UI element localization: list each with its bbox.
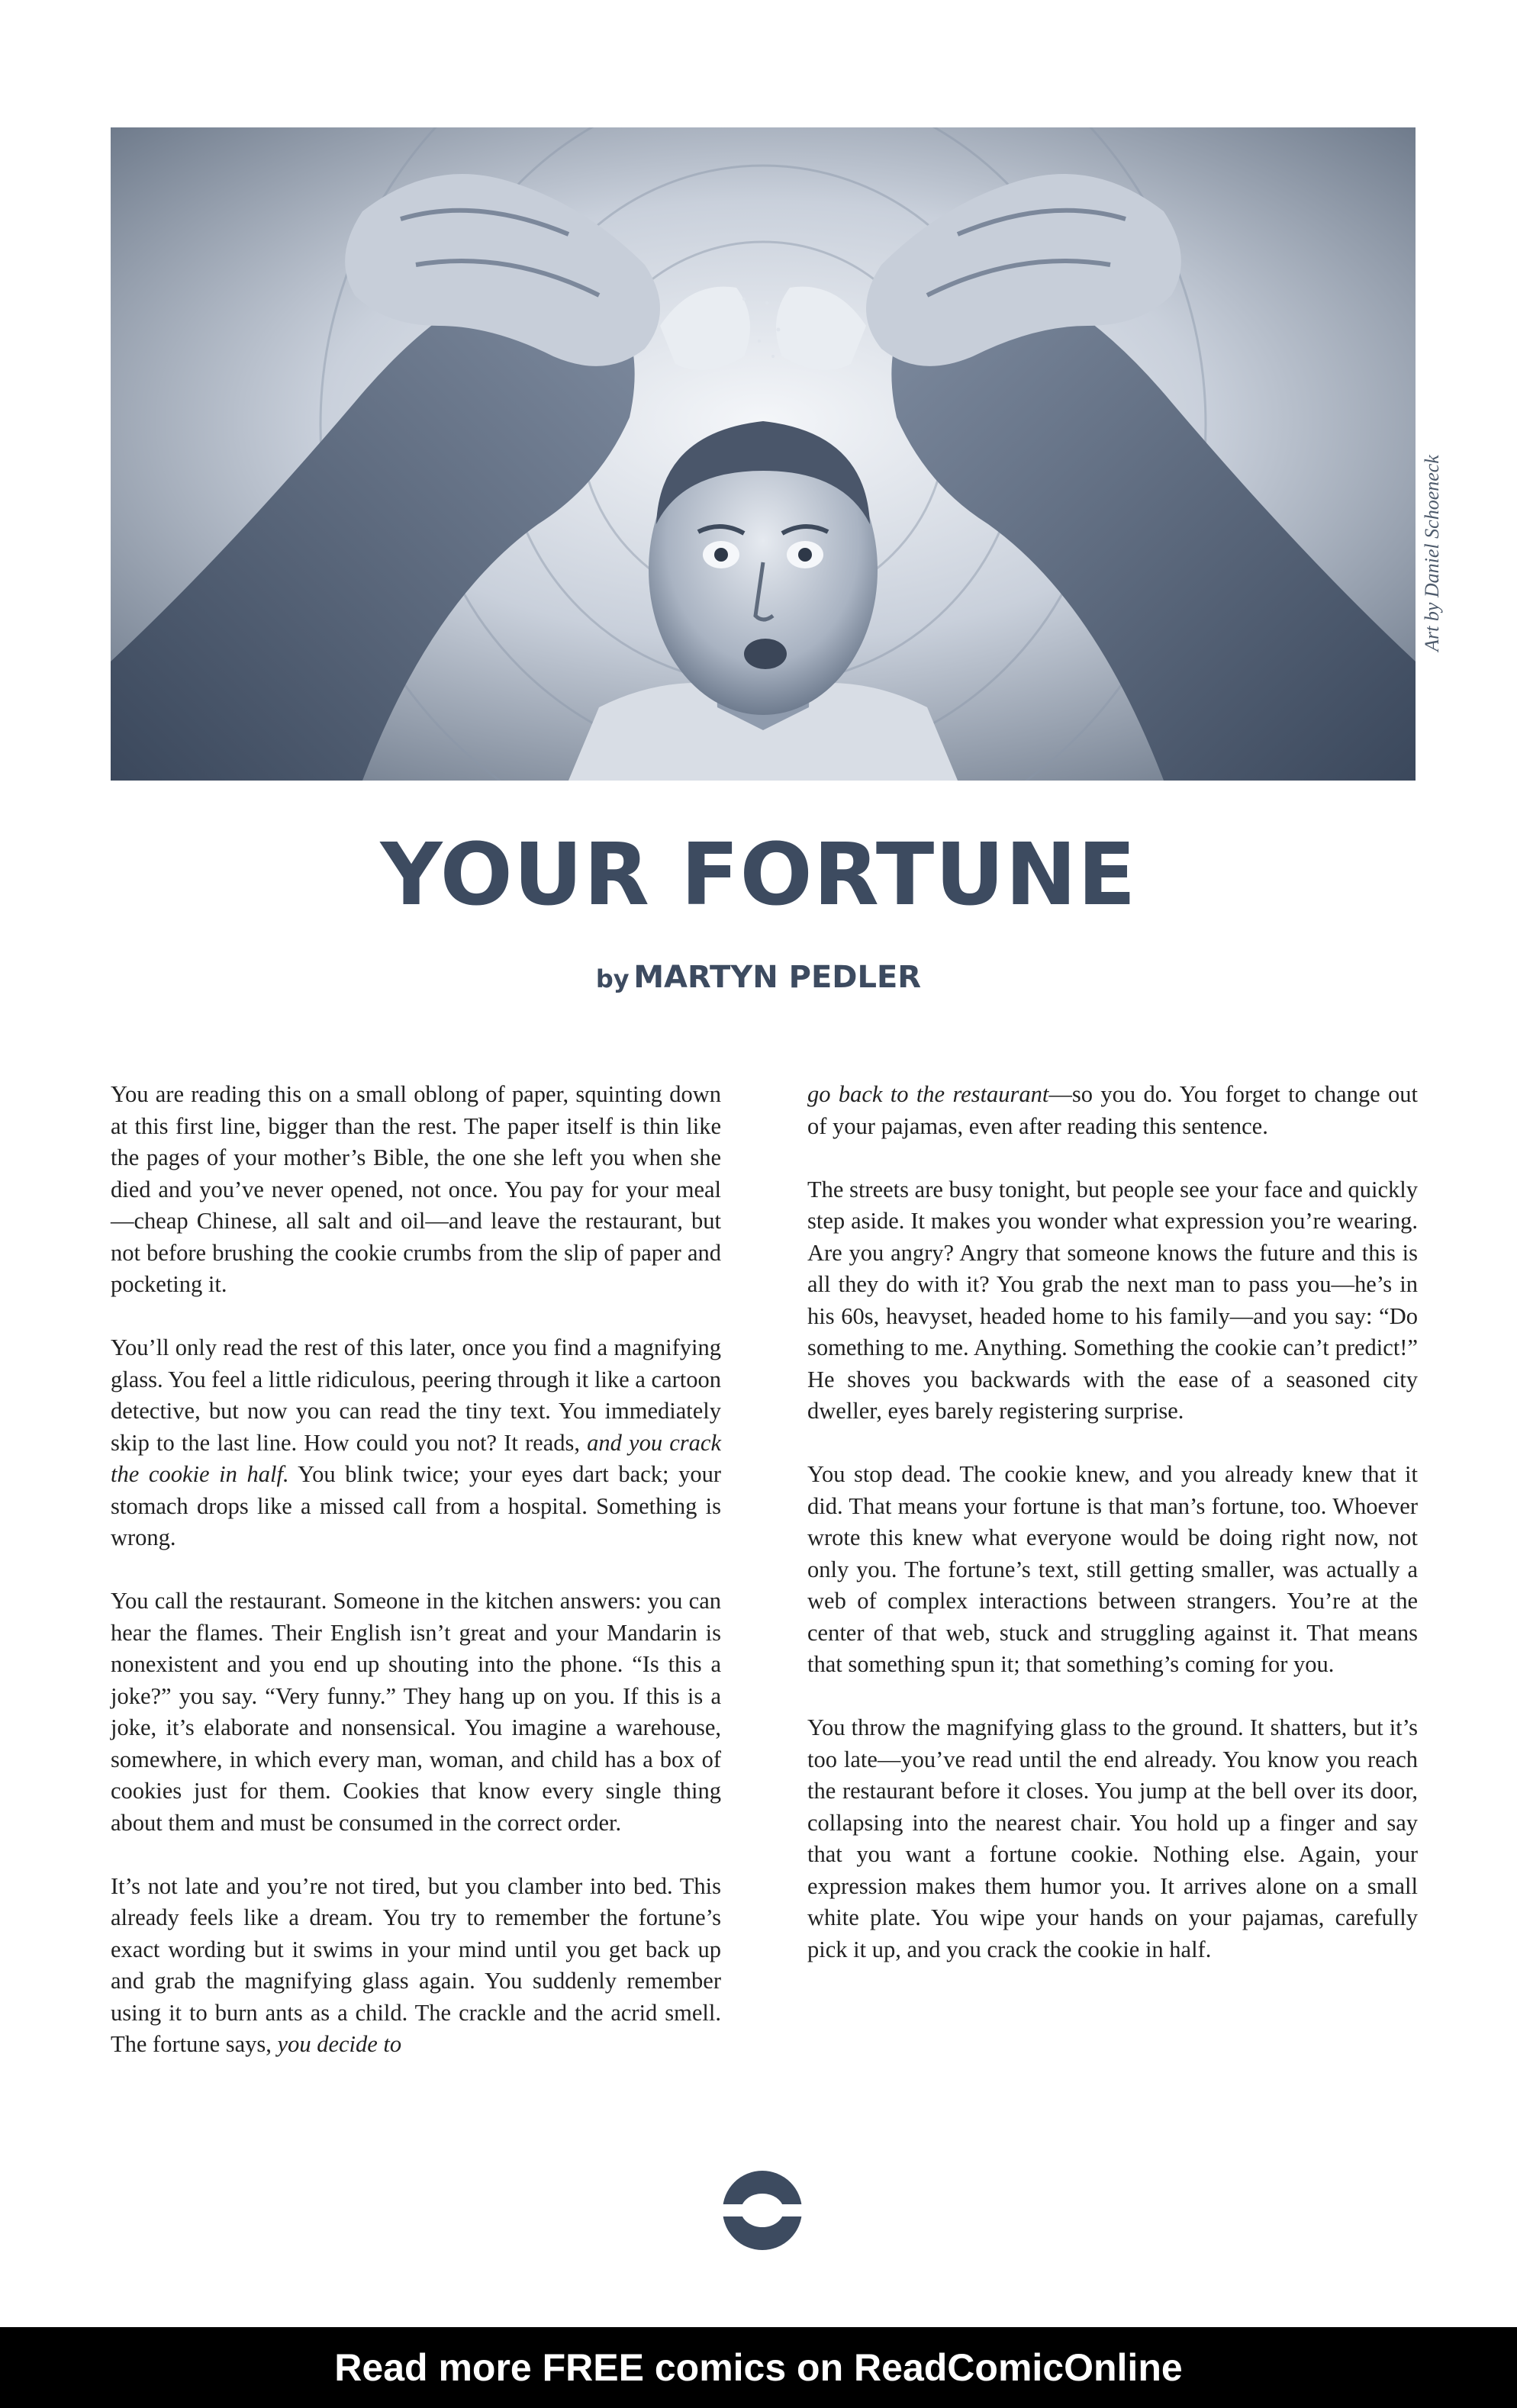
byline bbox=[0, 960, 1517, 995]
footer-banner[interactable] bbox=[0, 2327, 1517, 2408]
author-name: MARTYN PEDLER bbox=[633, 960, 922, 995]
paragraph: You throw the magnifying glass to the ground. It shatters, but it’s too late—you’ve read until the end already. You know you reach the restaurant before it closes. You jump at the bell over its door, collapsing into the nearest chair. You hold up a finger and say that you want a fortune cookie. Nothing else. Again, your expression makes them humor you. It arrives alone on a small white plate. You wipe your hands on your pajamas, carefully pick it up, and you crack the cookie in half. bbox=[807, 1714, 1418, 1962]
hero-illustration bbox=[111, 127, 1416, 781]
paragraph: The streets are busy tonight, but people see your face and quickly step aside. It makes you wonder what expression you’re wearing. Are you angry? Angry that someone knows the future and this is all they do with it? You grab the next man to pass you—he’s in his 60s, heavyset, headed home to his family—and you say: “Do something to me. Anything. Something the cookie can’t predict!” He shoves you backwards with the ease of a seasoned city dweller, eyes barely registering surprise. bbox=[807, 1176, 1418, 1424]
byline-prefix: by bbox=[595, 964, 630, 993]
publisher-logo-icon bbox=[720, 2168, 804, 2252]
paragraph: You stop dead. The cookie knew, and you already knew that it did. That means your fortune is that man’s fortune, too. Whoever wrote this knew what everyone would be doing right now, not only you. The fortune’s text, still getting smaller, was actually a web of complex interactions between strangers. You’re at the center of that web, stuck and struggling against it. That means that something spun it; that something’s coming for you. bbox=[807, 1461, 1418, 1677]
paragraph: You are reading this on a small oblong of paper, squinting down at this first line, bigger than the rest. The paper itself is thin like the pages of your mother’s Bible, the one she left you when she died and you’ve never opened, not once. You pay for your meal—cheap Chinese, all salt and oil—and leave the restaurant, but not before brushing the cookie crumbs from the slip of paper and pocketing it. bbox=[111, 1081, 721, 1297]
footer-text[interactable]: Read more FREE comics on ReadComicOnline bbox=[334, 2346, 1183, 2389]
art-credit: Art by Daniel Schoeneck bbox=[1421, 455, 1443, 652]
right-column bbox=[807, 1079, 1418, 1998]
illustration-art bbox=[111, 127, 1416, 781]
story-title: YOUR FORTUNE bbox=[380, 826, 1137, 925]
paragraph: It’s not late and you’re not tired, but you clamber into bed. This already feels like a dream. You try to remember the fortune’s exact wording but it swims in your mind until you get back up and grab the magnifying glass again. You suddenly remember using it to burn ants as a child. The crackle and the acrid smell. The fortune says, you decide to bbox=[111, 1872, 721, 2057]
paragraph: You’ll only read the rest of this later, once you find a magnifying glass. You feel a little ridiculous, peering through it like a cartoon detective, but now you can read the tiny text. You immediately skip to the last line. How could you not? It reads, and you crack the cookie in half. You blink twice; your eyes dart back; your stomach drops like a missed call from a hospital. Something is wrong. bbox=[111, 1334, 721, 1550]
paragraph: go back to the restaurant—so you do. You forget to change out of your pajamas, even after reading this sentence. bbox=[807, 1081, 1418, 1139]
left-column bbox=[111, 1079, 721, 2092]
paragraph: You call the restaurant. Someone in the kitchen answers: you can hear the flames. Their English isn’t great and your Mandarin is nonexistent and you end up shouting into the phone. “Is this a joke?” you say. “Very funny.” They hang up on you. If this is a joke, it’s elaborate and nonsensical. You imagine a warehouse, somewhere, in which every man, woman, and child has a box of cookies just for them. Cookies that know every single thing about them and must be consumed in the correct order. bbox=[111, 1588, 721, 1836]
